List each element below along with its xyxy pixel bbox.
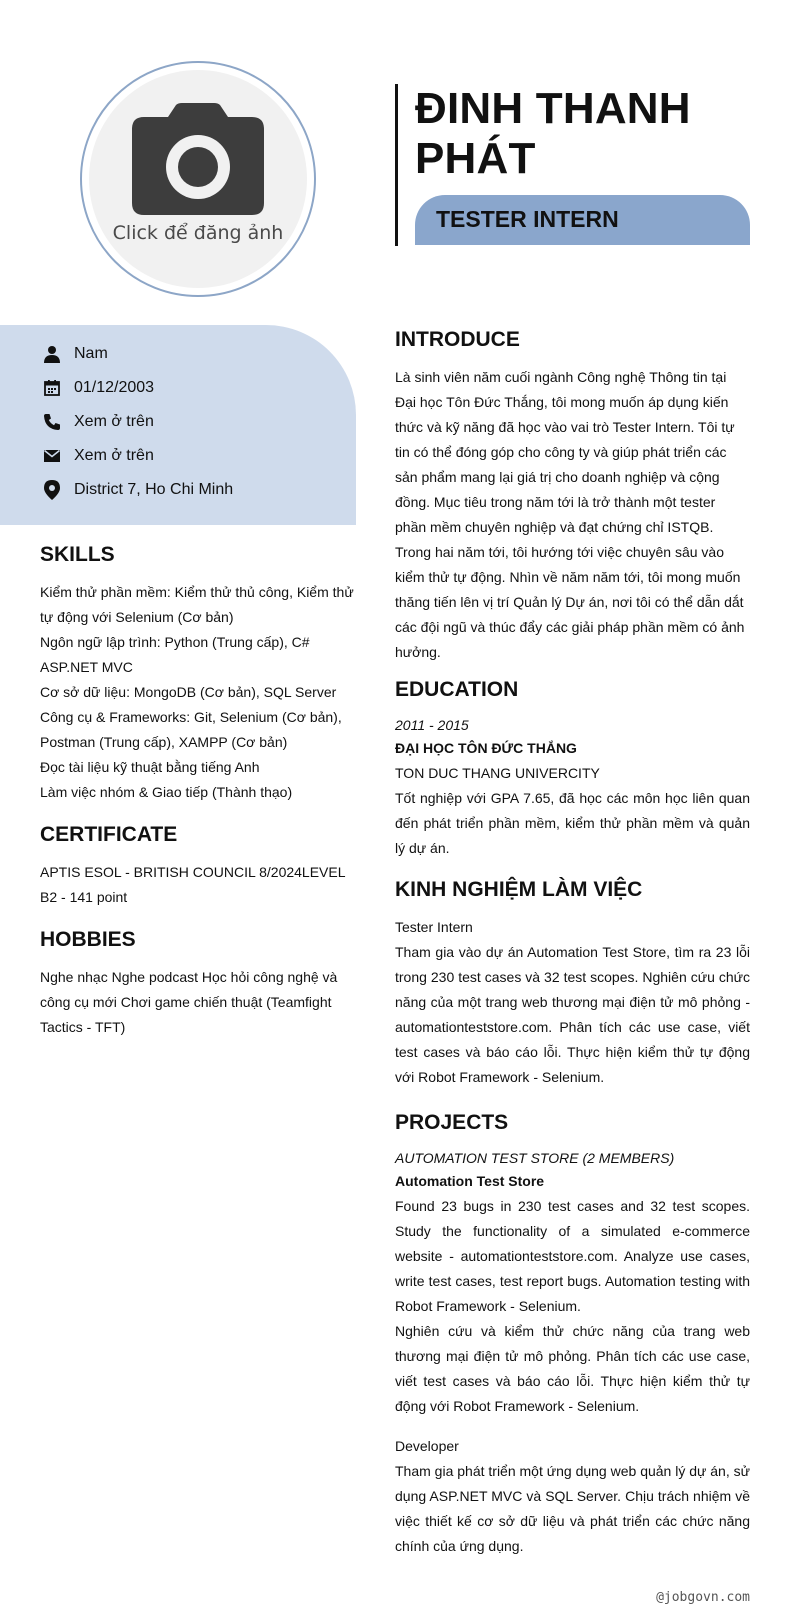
location-pin-icon [40,478,64,502]
email-value[interactable]: Xem ở trên [74,447,154,464]
hobbies-heading: HOBBIES [40,928,136,951]
name-divider [395,84,398,246]
education-period: 2011 - 2015 [395,717,469,733]
phone-icon [40,410,64,434]
skill-item: Ngôn ngữ lập trình: Python (Trung cấp), C# ASP.NET MVC [40,634,310,675]
skills-heading: SKILLS [40,543,115,566]
experience-heading: KINH NGHIỆM LÀM VIỆC [395,878,643,901]
gender-value: Nam [74,345,108,362]
hobbies-text: Nghe nhạc Nghe podcast Học hỏi công nghệ và công cụ mới Chơi game chiến thuật (Teamfight Tactics - TFT) [40,969,338,1035]
contact-birthday [40,371,340,405]
calendar-icon [40,376,64,400]
phone-value[interactable]: Xem ở trên [74,413,154,430]
education-description: Tốt nghiệp với GPA 7.65, đã học các môn học liên quan đến phát triển phần mềm, kiểm thử phần mềm và quản lý dự án. [395,790,750,856]
contact-gender [40,337,340,371]
education-school-en: TON DUC THANG UNIVERCITY [395,765,600,781]
skill-item: Kiểm thử phần mềm: Kiểm thử thủ công, Kiểm thử tự động với Selenium (Cơ bản) [40,584,354,625]
skill-item: Đọc tài liệu kỹ thuật bằng tiếng Anh [40,759,260,775]
contact-email [40,439,340,473]
project-description-en: Found 23 bugs in 230 test cases and 32 test scopes. Study the functionality of a simulated e-commerce website - automationteststore.com. Analyze use cases, write test cases, test report bugs. Automation testing with Robot Framework - Selenium. [395,1198,750,1314]
birthday-value: 01/12/2003 [74,379,155,396]
person-icon [40,342,64,366]
projects-block [395,1146,750,1559]
project-name: Automation Test Store [395,1173,545,1189]
camera-icon [132,103,264,215]
skill-item: Cơ sở dữ liệu: MongoDB (Cơ bản), SQL Server [40,684,337,700]
contact-phone [40,405,340,439]
skill-item: Công cụ & Frameworks: Git, Selenium (Cơ bản), Postman (Trung cấp), XAMPP (Cơ bản) [40,709,342,750]
candidate-name: ĐINH THANH PHÁT [415,84,691,183]
mail-icon [40,444,64,468]
education-heading: EDUCATION [395,678,519,701]
avatar-upload[interactable] [89,70,307,288]
education-school: ĐẠI HỌC TÔN ĐỨC THẮNG [395,740,577,756]
watermark: @jobgovn.com [656,1590,750,1605]
project-role-description: Tham gia phát triển một ứng dụng web quản lý dự án, sử dụng ASP.NET MVC và SQL Server. Chịu trách nhiệm về việc thiết kế cơ sở dữ liệu và phát triển các chức năng chính của ứng dụng. [395,1463,750,1554]
certificate-heading: CERTIFICATE [40,823,178,846]
avatar-upload-label[interactable]: Click để đăng ảnh [112,222,284,244]
skill-item: Làm việc nhóm & Giao tiếp (Thành thạo) [40,784,293,800]
projects-heading: PROJECTS [395,1111,509,1134]
project-description-vi: Nghiên cứu và kiểm thử chức năng của trang web thương mại điện tử mô phỏng. Phân tích các use case, viết test cases và báo cáo lỗi. Thực hiện kiểm thử tự động với Robot Framework - Selenium. [395,1323,750,1414]
education-block [395,713,750,861]
job-title: TESTER INTERN [436,206,619,232]
job-title-badge [415,195,750,245]
experience-description: Tham gia vào dự án Automation Test Store, tìm ra 23 lỗi trong 230 test cases và 32 test scopes. Nghiên cứu chức năng của một trang web thương mại điện tử mô phỏng - automationteststore.com. Phân tích các use case, viết test cases và báo cáo lỗi. Thực hiện kiểm thử tự động với Robot Framework - Selenium. [395,944,750,1085]
introduce-text: Là sinh viên năm cuối ngành Công nghệ Thông tin tại Đại học Tôn Đức Thắng, tôi mong muốn áp dụng kiến thức và kỹ năng đã học vào vai trò Tester Intern. Tôi tự tin có thể đóng góp cho công ty và giúp phát triển các sản phẩm mang lại giá trị cho doanh nghiệp và cộng đồng. Mục tiêu trong năm tới là trở thành một tester phần mềm chuyên nghiệp và đạt chứng chỉ ISTQB. Trong hai năm tới, tôi hướng tới việc chuyên sâu vào kiểm thử tự động. Nhìn về năm năm tới, tôi mong muốn thăng tiến lên vị trí Quản lý Dự án, nơi tôi có thể dẫn dắt các đội ngũ và thúc đẩy các giải pháp phần mềm có ảnh hưởng. [395,369,745,660]
skills-list [40,580,356,805]
introduce-heading: INTRODUCE [395,328,520,351]
contact-address [40,473,340,507]
address-value: District 7, Ho Chi Minh [74,481,234,498]
certificate-text: APTIS ESOL - BRITISH COUNCIL 8/2024LEVEL B2 - 141 point [40,864,345,905]
experience-role: Tester Intern [395,919,473,935]
experience-block [395,915,750,1090]
project-meta: AUTOMATION TEST STORE (2 MEMBERS) [395,1150,675,1166]
project-role: Developer [395,1438,459,1454]
